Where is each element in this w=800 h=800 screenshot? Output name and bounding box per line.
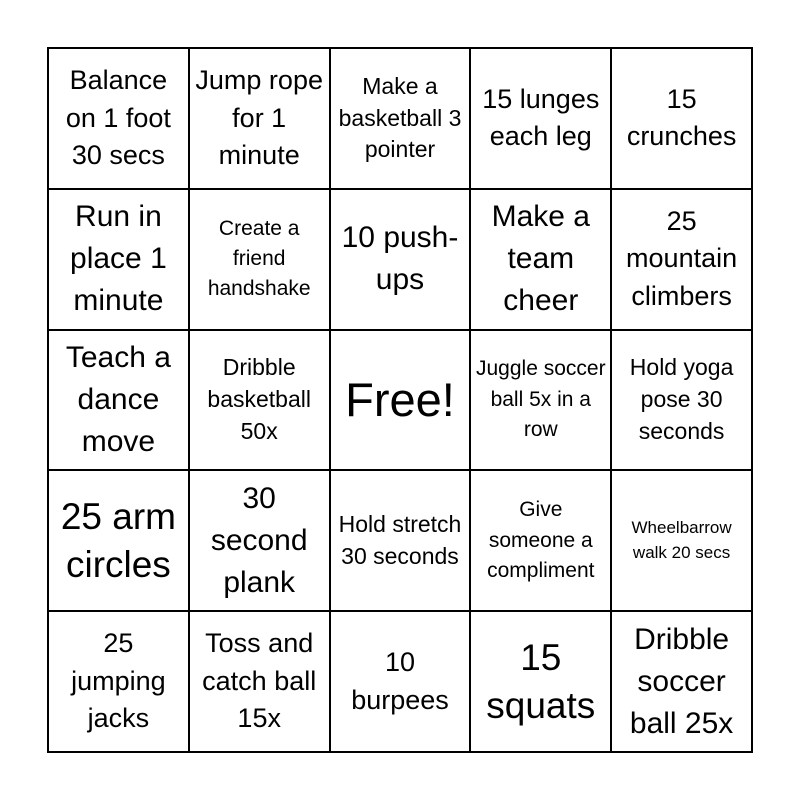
- bingo-cell[interactable]: [470, 330, 611, 471]
- cell-label: Juggle soccer ball 5x in a row: [476, 357, 606, 442]
- cell-label: 15 crunches: [626, 83, 737, 152]
- bingo-cell[interactable]: [470, 48, 611, 189]
- bingo-cell[interactable]: [330, 611, 471, 752]
- bingo-cell[interactable]: [48, 189, 189, 330]
- cell-label: Hold yoga pose 30 seconds: [629, 354, 734, 444]
- cell-label: Balance on 1 foot 30 secs: [65, 64, 171, 171]
- cell-label: Create a friend handshake: [207, 216, 311, 301]
- bingo-cell[interactable]: [48, 611, 189, 752]
- cell-label: Wheelbarrow walk 20 secs: [631, 518, 732, 562]
- cell-label: 10 burpees: [351, 646, 449, 715]
- cell-label: 10 push-ups: [341, 221, 459, 297]
- bingo-cell[interactable]: [189, 470, 330, 611]
- bingo-cell[interactable]: [470, 470, 611, 611]
- free-space-cell[interactable]: [330, 330, 471, 471]
- bingo-cell[interactable]: [470, 611, 611, 752]
- cell-label: Toss and catch ball 15x: [202, 627, 317, 734]
- cell-label: 25 mountain climbers: [626, 205, 738, 312]
- bingo-cell[interactable]: [611, 470, 752, 611]
- bingo-cell[interactable]: [330, 470, 471, 611]
- bingo-cell[interactable]: [48, 470, 189, 611]
- bingo-cell[interactable]: [48, 48, 189, 189]
- cell-label: Jump rope for 1 minute: [195, 64, 323, 171]
- cell-label: Make a team cheer: [491, 200, 590, 318]
- cell-label: Give someone a compliment: [487, 498, 595, 582]
- cell-label: 15 lunges each leg: [482, 83, 600, 152]
- bingo-cell[interactable]: [189, 189, 330, 330]
- cell-label: Teach a dance move: [65, 340, 171, 458]
- cell-label: Run in place 1 minute: [70, 200, 167, 318]
- bingo-cell[interactable]: [330, 189, 471, 330]
- cell-label: Dribble soccer ball 25x: [629, 622, 734, 740]
- bingo-cell[interactable]: [189, 48, 330, 189]
- bingo-cell[interactable]: [611, 189, 752, 330]
- bingo-cell[interactable]: [189, 330, 330, 471]
- bingo-cell[interactable]: [189, 611, 330, 752]
- cell-label: 25 arm circles: [60, 495, 176, 585]
- cell-label: Dribble basketball 50x: [207, 354, 311, 444]
- bingo-cell[interactable]: [611, 48, 752, 189]
- cell-label: 15 squats: [486, 636, 596, 726]
- bingo-cell[interactable]: [330, 48, 471, 189]
- bingo-cell[interactable]: [611, 330, 752, 471]
- cell-label: Hold stretch 30 seconds: [338, 511, 462, 569]
- bingo-cell[interactable]: [611, 611, 752, 752]
- bingo-cell[interactable]: [470, 189, 611, 330]
- cell-label: 25 jumping jacks: [71, 627, 166, 734]
- bingo-board: [47, 47, 753, 753]
- bingo-cell[interactable]: [48, 330, 189, 471]
- free-space-label: Free!: [345, 372, 455, 426]
- cell-label: Make a basketball 3 pointer: [338, 72, 462, 163]
- cell-label: 30 second plank: [210, 481, 308, 599]
